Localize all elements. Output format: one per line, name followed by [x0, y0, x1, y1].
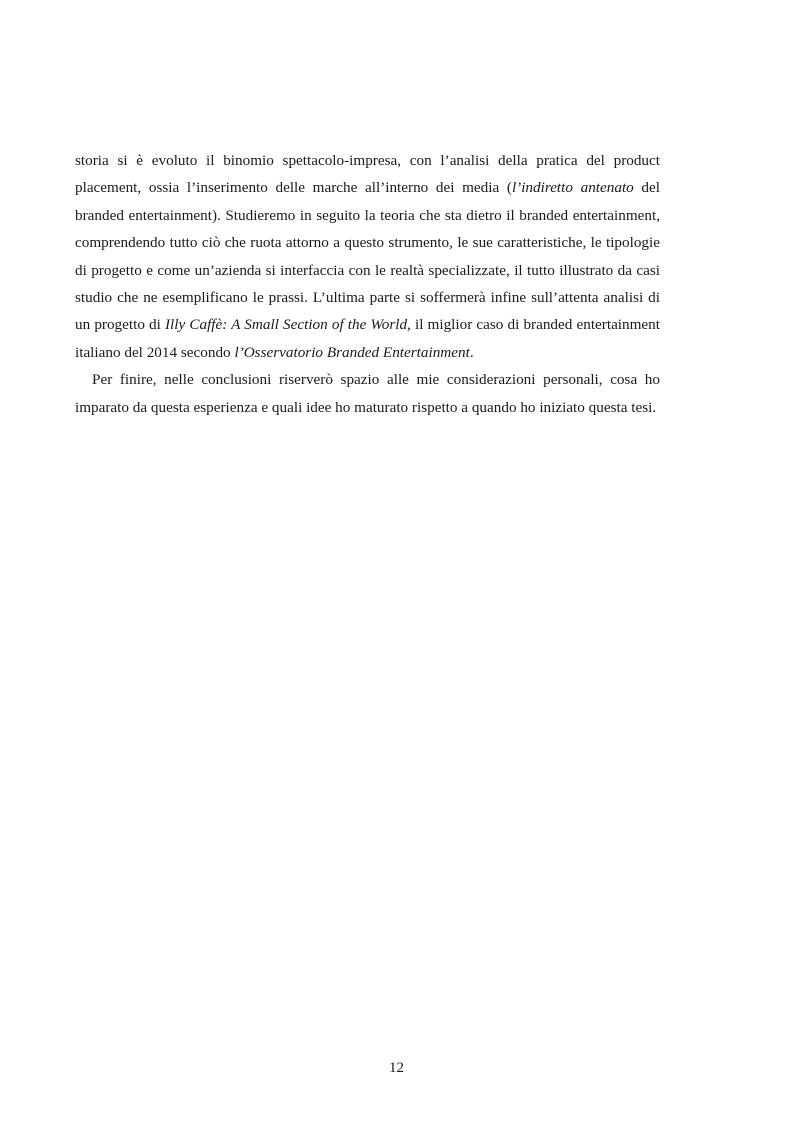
- italic-title-illy: Illy Caffè: A Small Section of the World,: [165, 316, 411, 334]
- paragraph-1-period: .: [469, 343, 474, 361]
- italic-phrase-antenato: l’indiretto antenato: [511, 179, 634, 197]
- paragraph-1-text-a: storia si è evoluto il binomio spettacolo-impresa, con l’analisi della pratica del product placement, ossia l’inserimento delle marche all’interno dei media (: [75, 152, 660, 197]
- italic-osservatorio: l’Osservatorio Branded Entertainment: [234, 343, 470, 361]
- paragraph-2: Per finire, nelle conclusioni riserverò spazio alle mie considerazioni personali, cosa ho imparato da questa esperienza e quali idee ho maturato rispetto a quando ho iniziato questa tesi.: [75, 371, 660, 416]
- paragraph-1-text-b: del branded entertainment). Studieremo in seguito la teoria che sta dietro il branded entertainment, comprendendo tutto ciò che ruota attorno a questo strumento, le sue caratteristiche, le tipologie di progetto e come un’azienda si interfaccia con le realtà specializzate, il tutto illustrato da casi studio che ne esemplificano le prassi. L’ultima parte si soffermerà infine sull’attenta analisi di un progetto di: [75, 179, 660, 334]
- body-text: [75, 147, 660, 421]
- page-number: 12: [389, 1060, 404, 1076]
- paragraph-1-text-c: il miglior caso di branded entertainment italiano del 2014 secondo: [75, 316, 660, 361]
- paragraph-1: [75, 147, 660, 366]
